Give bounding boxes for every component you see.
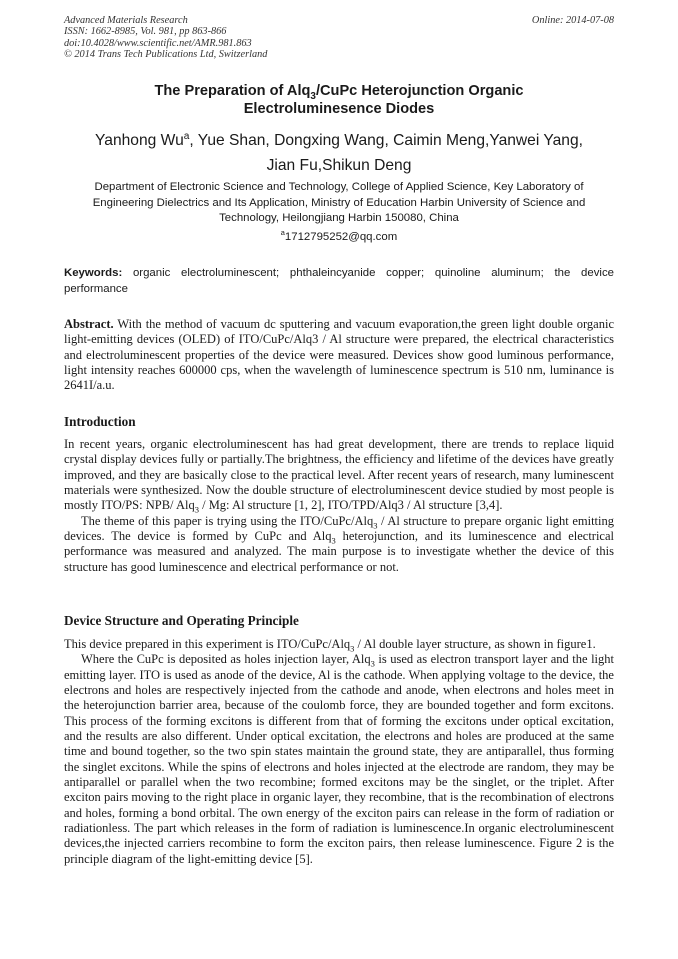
paragraph: In recent years, organic electroluminescent has had great development, there are trends to replace liquid crystal display devices fully or partially.The brightness, the efficiency and lifetime of the devices have greatly improved, and they are basically close to the practical level. After recent years of research, many luminescent materials were synthesized. Now the double structure of electroluminescent device studied by most people is mostly ITO/PS: NPB/ Alq$_3$ / Mg: Al structure [1, 2], ITO/TPD/Alq3 / Al structure [3,4]. — [64, 437, 614, 515]
paragraph: The theme of this paper is trying using the ITO/CuPc/Alq$_3$ / Al structure to prepare organic light emitting devices. The device is formed by CuPc and Alq$_3$ heterojunction, and its luminescence and electrical performance was measured and analyzed. The main purpose is to investigate whether the device of this structure has good luminescence and electrical performance or not. — [64, 513, 614, 574]
journal-name: Advanced Materials Research — [64, 15, 188, 26]
author-email: $^a$1712795252@qq.com — [280, 228, 398, 243]
online-date: Online: 2014-07-08 — [531, 15, 614, 26]
doi-line: doi:10.4028/www.scientific.net/AMR.981.863 — [64, 37, 252, 49]
journal-header — [64, 15, 614, 61]
affiliation: Department of Electronic Science and Technology, College of Applied Science, Key Laboratory of Engineering Dielectrics and Its Application, Ministry of Education Harbin University of Science and Technology, Heilongjiang Harbin 150080, China — [92, 181, 586, 225]
keywords-label: Keywords: — [64, 267, 123, 279]
keywords-text: organic electroluminescent; phthaleincyanide copper; quinoline aluminum; the device performance — [64, 267, 614, 295]
abstract — [64, 317, 614, 394]
abstract-label: Abstract. — [64, 317, 114, 331]
device-structure-heading: Device Structure and Operating Principle — [64, 613, 299, 628]
introduction-heading: Introduction — [64, 414, 136, 429]
keywords — [64, 266, 614, 297]
paragraph: Where the CuPc is deposited as holes injection layer, Alq$_3$ is used as electron transport layer and the light emitting layer. ITO is used as anode of the device, Al is the cathode. When applying voltage to the device, the electrons and holes are respectively injected from the cathode and anode, when electrons and holes meet in the heterojunction barrier area, because of the coulomb force, they are bounded together and form excitons. This process of the forming excitons is different from that of forming the excitons under optical excitation, and the results are also different. Under optical excitation, the electrons and holes are produced at the same time and bound together, so the two spin states maintain the ground state, they are antiparallel, thus forming the singlet excitons. While the spins of electrons and holes injected at the electrode are random, they may be antiparallel or parallel when the two recombine; formed excitons may be the singlet, or the triplet. After exciton pairs moving to the right place in organic layer, they recombine, that is the recombination of electrons and holes, forming a bond orbital. The own energy of the exciton pairs can release in the form of radiation or radiationless. The part which releases in the form of radiation is luminescence.In organic electroluminescent devices,the injected carriers recombine to form the exciton pairs, then release luminescence. Figure 2 is the principle diagram of the light-emitting device [5]. — [64, 652, 614, 866]
paragraph: This device prepared in this experiment is ITO/CuPc/Alq$_3$ / Al double layer structure, as shown in figure1. — [64, 637, 596, 654]
device-structure-body — [64, 637, 614, 867]
introduction-body — [64, 437, 614, 575]
abstract-text: With the method of vacuum dc sputtering and vacuum evaporation,the green light double organic light-emitting devices (OLED) of ITO/CuPc/Alq3 / Al structure were prepared, the electrical characteristics and electroluminescent properties of the device were measured. Devices show good luminous performance, light intensity reaches 600000 cps, when the wavelength of luminescence spectrum is 510 nm, luminance is 2641I/a.u. — [64, 317, 614, 393]
issn-line: ISSN: 1662-8985, Vol. 981, pp 863-866 — [64, 26, 227, 38]
copyright-line: © 2014 Trans Tech Publications Ltd, Switzerland — [64, 49, 268, 61]
paper-title: The Preparation of Alq$_3$/CuPc Heterojunction Organic Electroluminesence Diodes — [154, 83, 524, 117]
author-list: Yanhong Wu$^a$, Yue Shan, Dongxing Wang, Caimin Meng,Yanwei Yang, Jian Fu,Shikun Deng — [95, 130, 583, 174]
